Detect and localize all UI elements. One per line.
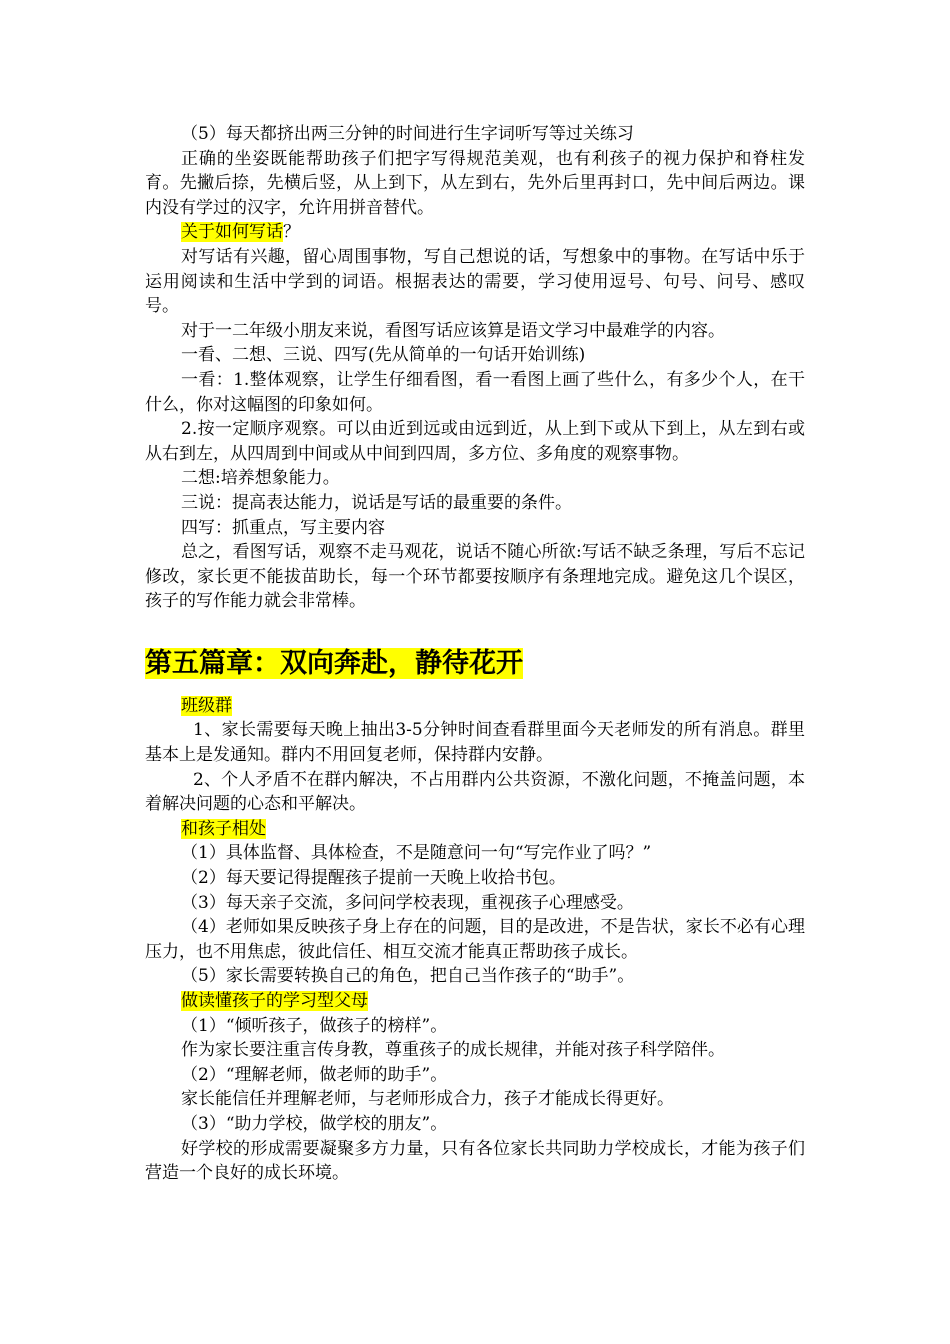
learning-parents-point-2-title: （2）“理解老师，做老师的助手”。 — [181, 1064, 448, 1085]
step-speak-line: 三说：提高表达能力，说话是写话的最重要的条件。 — [181, 492, 572, 513]
class-group-item-1: 1、家长需要每天晚上抽出3-5分钟时间查看群里面今天老师发的所有消息。群里基本上是发通知。群内不用回复老师，保持群内安静。 — [145, 720, 805, 766]
four-steps-line: 一看、二想、三说、四写(先从简单的一句话开始训练) — [181, 345, 586, 366]
class-group-item-2: 2、个人矛盾不在群内解决，不占用群内公共资源，不激化问题，不掩盖问题，本着解决问题的心态和平解决。 — [145, 769, 805, 815]
document-page — [145, 122, 805, 1186]
writing-heading-highlight: 关于如何写话 — [181, 222, 283, 243]
chapter-five-title — [145, 644, 805, 684]
learning-parents-heading — [145, 989, 805, 1014]
step-look-order-paragraph: 2.按一定顺序观察。可以由近到远或由远到近，从上到下或从下到上，从左到右或从右到左，从四周到中间或从中间到四周，多方位、多角度的观察事物。 — [145, 419, 805, 464]
step-think-line: 二想:培养想象能力。 — [181, 468, 340, 489]
class-group-heading — [145, 694, 805, 719]
step-write-line: 四写：抓重点，写主要内容 — [181, 517, 385, 538]
writing-heading — [145, 220, 805, 245]
with-child-heading — [145, 817, 805, 842]
learning-parents-point-3-title: （3）“助力学校，做学校的朋友”。 — [181, 1113, 448, 1134]
with-child-item: （1）具体监督、具体检查，不是随意问一句“写完作业了吗？” — [181, 843, 652, 864]
writing-heading-question-mark: ？ — [283, 222, 300, 243]
step-look-paragraph: 一看：1.整体观察，让学生仔细看图，看一看图上画了些什么，有多少个人，在干什么，你对这幅图的印象如何。 — [145, 369, 805, 415]
learning-parents-point-1-title: （1）“倾听孩子，做孩子的榜样”。 — [181, 1015, 448, 1036]
with-child-heading-text: 和孩子相处 — [181, 818, 266, 839]
with-child-item: （4）老师如果反映孩子身上存在的问题，目的是改进，不是告状，家长不必有心理压力，也不用焦虑，彼此信任、相互交流才能真正帮助孩子成长。 — [145, 917, 805, 962]
learning-parents-point-3-text: 好学校的形成需要凝聚多方力量，只有各位家长共同助力学校成长，才能为孩子们营造一个良好的成长环境。 — [145, 1138, 805, 1184]
interest-paragraph: 对写话有兴趣，留心周围事物，写自己想说的话，写想象中的事物。在写话中乐于运用阅读和生活中学到的词语。根据表达的需要，学习使用逗号、句号、问号、感叹号。 — [145, 246, 805, 317]
with-child-item: （3）每天亲子交流，多问问学校表现，重视孩子心理感受。 — [181, 892, 634, 913]
learning-parents-point-1-text: 作为家长要注重言传身教，尊重孩子的成长规律，并能对孩子科学陪伴。 — [181, 1040, 725, 1061]
class-group-heading-text: 班级群 — [181, 695, 232, 716]
summary-paragraph: 总之，看图写话，观察不走马观花，说话不随心所欲:写话不缺乏条理，写后不忘记修改，家长更不能拔苗助长，每一个环节都要按顺序有条理地完成。避免这几个误区，孩子的写作能力就会非常棒。 — [145, 542, 805, 612]
with-child-item: （2）每天要记得提醒孩子提前一天晚上收拾书包。 — [181, 868, 566, 889]
difficulty-paragraph: 对于一二年级小朋友来说，看图写话应该算是语文学习中最难学的内容。 — [181, 320, 725, 341]
dictation-practice-line: （5）每天都挤出两三分钟的时间进行生字词听写等过关练习 — [181, 124, 634, 144]
learning-parents-heading-text: 做读懂孩子的学习型父母 — [181, 991, 368, 1011]
learning-parents-point-2-text: 家长能信任并理解老师，与老师形成合力，孩子才能成长得更好。 — [181, 1089, 674, 1110]
chapter-five-title-text: 第五篇章：双向奔赴，静待花开 — [145, 647, 523, 679]
posture-paragraph: 正确的坐姿既能帮助孩子们把字写得规范美观，也有利孩子的视力保护和脊柱发育。先撇后捺，先横后竖，从上到下，从左到右，先外后里再封口，先中间后两边。课内没有学过的汉字，允许用拼音替代。 — [145, 148, 805, 218]
with-child-item: （5）家长需要转换自己的角色，把自己当作孩子的“助手”。 — [181, 966, 635, 987]
